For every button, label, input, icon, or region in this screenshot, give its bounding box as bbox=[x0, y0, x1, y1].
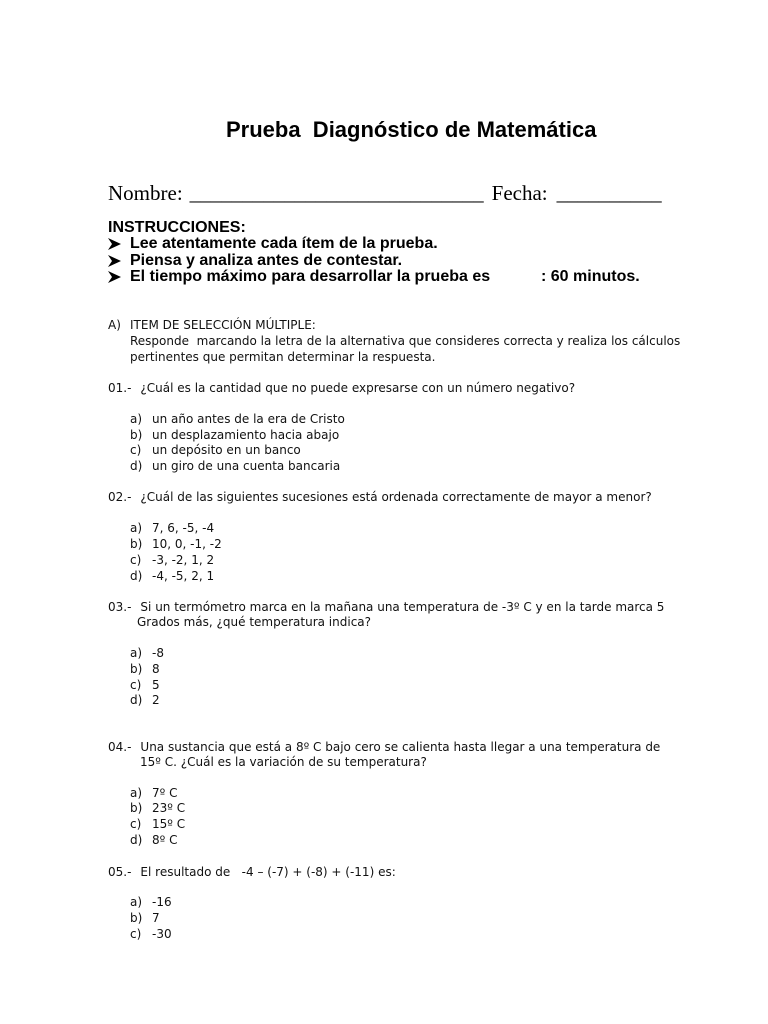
option-text: 5 bbox=[152, 678, 160, 692]
question-stem bbox=[108, 489, 652, 505]
option-text: -8 bbox=[152, 646, 164, 660]
section-directions: Responde marcando la letra de la alternativa que consideres correcta y realiza los cálculos bbox=[130, 334, 681, 348]
instruction-item bbox=[108, 268, 648, 286]
instruction-text: Piensa y analiza antes de contestar. bbox=[130, 252, 403, 269]
option-letter: c) bbox=[130, 443, 142, 457]
option-letter: a) bbox=[130, 895, 143, 909]
option-text: 2 bbox=[152, 693, 160, 707]
option-letter: d) bbox=[130, 459, 143, 473]
option-text: un desplazamiento hacia abajo bbox=[152, 428, 340, 442]
option-letter: a) bbox=[130, 521, 143, 535]
name-label: Nombre: bbox=[108, 181, 183, 205]
option-c bbox=[130, 926, 172, 942]
name-blank: ____________________________ bbox=[189, 181, 484, 205]
option-letter: b) bbox=[130, 801, 143, 815]
time-limit: : 60 minutos. bbox=[541, 268, 640, 285]
option-text: 7, 6, -5, -4 bbox=[152, 521, 215, 535]
option-c bbox=[130, 442, 301, 458]
question-number: 05.- bbox=[108, 865, 132, 879]
option-text: un año antes de la era de Cristo bbox=[152, 412, 345, 426]
option-letter: c) bbox=[130, 678, 142, 692]
option-c bbox=[130, 552, 214, 568]
option-letter: a) bbox=[130, 646, 143, 660]
instruction-text: El tiempo máximo para desarrollar la prueba es bbox=[130, 268, 491, 285]
option-b bbox=[130, 910, 160, 926]
question-number: 01.- bbox=[108, 381, 132, 395]
option-letter: b) bbox=[130, 662, 143, 676]
section-heading bbox=[108, 317, 316, 333]
option-letter: a) bbox=[130, 786, 143, 800]
question-stem bbox=[108, 380, 575, 396]
question-text: El resultado de -4 – (-7) + (-8) + (-11) es: bbox=[140, 865, 396, 879]
option-letter: c) bbox=[130, 927, 142, 941]
option-b bbox=[130, 536, 222, 552]
option-d bbox=[130, 832, 177, 848]
question-number: 04.- bbox=[108, 740, 132, 754]
option-d bbox=[130, 692, 160, 708]
option-text: -3, -2, 1, 2 bbox=[152, 553, 215, 567]
option-text: un giro de una cuenta bancaria bbox=[152, 459, 341, 473]
option-c bbox=[130, 677, 160, 693]
question-stem bbox=[108, 739, 660, 755]
option-a bbox=[130, 785, 177, 801]
section-label: A) bbox=[108, 318, 121, 332]
arrow-bullet-icon bbox=[108, 268, 130, 286]
option-text: 8º C bbox=[152, 833, 178, 847]
option-b bbox=[130, 661, 160, 677]
option-text: 7 bbox=[152, 911, 160, 925]
option-letter: d) bbox=[130, 833, 143, 847]
option-a bbox=[130, 645, 164, 661]
option-b bbox=[130, 800, 185, 816]
instruction-item bbox=[108, 235, 438, 253]
option-letter: d) bbox=[130, 693, 143, 707]
option-letter: b) bbox=[130, 537, 143, 551]
option-a bbox=[130, 894, 172, 910]
option-text: 10, 0, -1, -2 bbox=[152, 537, 222, 551]
option-text: 23º C bbox=[152, 801, 186, 815]
option-letter: a) bbox=[130, 412, 143, 426]
question-stem bbox=[108, 864, 396, 880]
option-a bbox=[130, 520, 214, 536]
option-text: -30 bbox=[152, 927, 172, 941]
question-text: ¿Cuál es la cantidad que no puede expresarse con un número negativo? bbox=[140, 381, 576, 395]
question-text: Si un termómetro marca en la mañana una temperatura de -3º C y en la tarde marca 5 bbox=[140, 600, 665, 614]
option-text: un depósito en un banco bbox=[152, 443, 301, 457]
option-text: -16 bbox=[152, 895, 172, 909]
question-text: Una sustancia que está a 8º C bajo cero se calienta hasta llegar a una temperatura de bbox=[140, 740, 661, 754]
option-c bbox=[130, 816, 185, 832]
option-d bbox=[130, 458, 340, 474]
option-text: 8 bbox=[152, 662, 160, 676]
option-letter: b) bbox=[130, 911, 143, 925]
page-title: Prueba Diagnóstico de Matemática bbox=[226, 117, 597, 142]
option-letter: d) bbox=[130, 569, 143, 583]
option-text: 7º C bbox=[152, 786, 178, 800]
date-label: Fecha: bbox=[491, 181, 548, 205]
option-a bbox=[130, 411, 345, 427]
question-text: ¿Cuál de las siguientes sucesiones está ordenada correctamente de mayor a menor? bbox=[140, 490, 652, 504]
question-number: 02.- bbox=[108, 490, 132, 504]
section-directions: pertinentes que permitan determinar la respuesta. bbox=[130, 350, 436, 364]
option-d bbox=[130, 568, 214, 584]
option-letter: b) bbox=[130, 428, 143, 442]
section-title: ITEM DE SELECCIÓN MÚLTIPLE: bbox=[130, 318, 316, 332]
arrow-bullet-icon bbox=[108, 235, 130, 253]
question-text-continuation: 15º C. ¿Cuál es la variación de su temperatura? bbox=[140, 755, 427, 769]
header-fields bbox=[108, 181, 662, 205]
option-letter: c) bbox=[130, 817, 142, 831]
instructions-heading: INSTRUCCIONES: bbox=[108, 219, 246, 236]
question-number: 03.- bbox=[108, 600, 132, 614]
date-blank: __________ bbox=[556, 181, 662, 205]
option-b bbox=[130, 427, 339, 443]
instruction-text: Lee atentamente cada ítem de la prueba. bbox=[130, 235, 438, 252]
option-text: -4, -5, 2, 1 bbox=[152, 569, 215, 583]
option-letter: c) bbox=[130, 553, 142, 567]
question-text-continuation: Grados más, ¿qué temperatura indica? bbox=[137, 615, 372, 629]
option-text: 15º C bbox=[152, 817, 186, 831]
question-stem bbox=[108, 599, 664, 615]
